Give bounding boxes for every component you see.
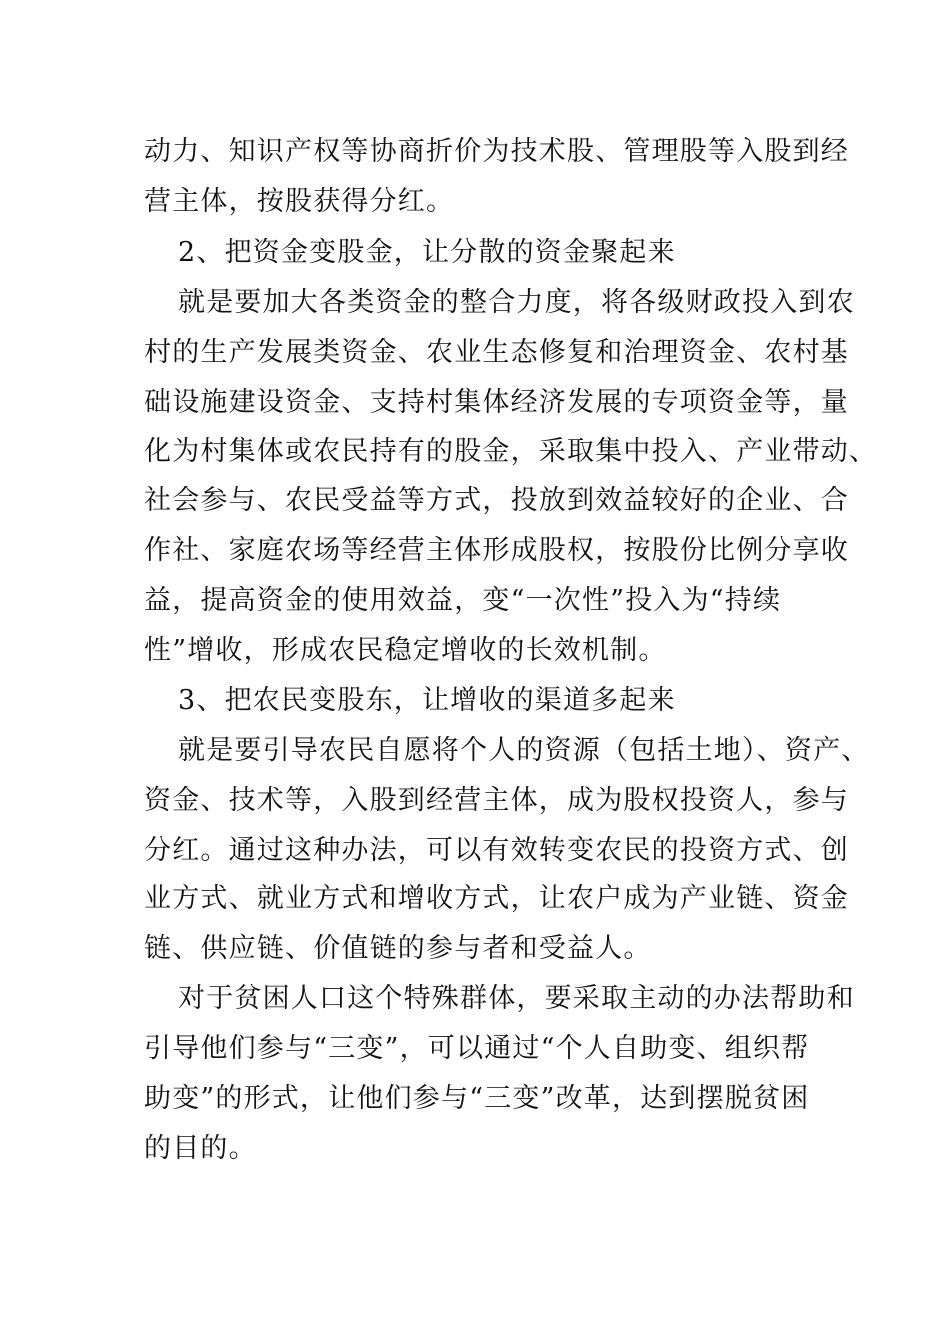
- text-line: 营主体，按股获得分红。: [144, 186, 455, 217]
- text-line: 分红。通过这种办法，可以有效转变农民的投资方式、创: [144, 835, 849, 866]
- text-line: 业方式、就业方式和增收方式，让农户成为产业链、资金: [144, 883, 849, 914]
- text-line: 对于贫困人口这个特殊群体，要采取主动的办法帮助和: [178, 983, 855, 1014]
- text-line: 就是要加大各类资金的整合力度，将各级财政投入到农: [178, 287, 855, 318]
- text-line: 作社、家庭农场等经营主体形成股权，按股份比例分享收: [144, 535, 849, 566]
- text-line: 础设施建设资金、支持村集体经济发展的专项资金等，量: [144, 387, 849, 418]
- text-line: 性”增收，形成农民稳定增收的长效机制。: [144, 635, 667, 666]
- text-line: 链、供应链、价值链的参与者和受益人。: [144, 933, 652, 964]
- text-line: 益，提高资金的使用效益，变“一次性”投入为“持续: [144, 585, 782, 616]
- text-line: 助变”的形式，让他们参与“三变”改革，达到摆脱贫困: [144, 1083, 810, 1114]
- subheading-line: 3、把农民变股东，让增收的渠道多起来: [178, 685, 676, 716]
- text-line: 资金、技术等，入股到经营主体，成为股权投资人，参与: [144, 785, 849, 816]
- text-line: 引导他们参与“三变”，可以通过“个人自助变、组织帮: [144, 1033, 810, 1064]
- text-line: 动力、知识产权等协商折价为技术股、管理股等入股到经: [144, 136, 849, 167]
- subheading-line: 2、把资金变股金，让分散的资金聚起来: [178, 237, 676, 268]
- text-line: 村的生产发展类资金、农业生态修复和治理资金、农村基: [144, 337, 849, 368]
- text-line: 就是要引导农民自愿将个人的资源（包括土地）、资产、: [178, 735, 870, 766]
- text-line: 的目的。: [144, 1133, 257, 1164]
- text-line: 化为村集体或农民持有的股金，采取集中投入、产业带动、: [144, 436, 878, 467]
- text-line: 社会参与、农民受益等方式，投放到效益较好的企业、合: [144, 485, 849, 516]
